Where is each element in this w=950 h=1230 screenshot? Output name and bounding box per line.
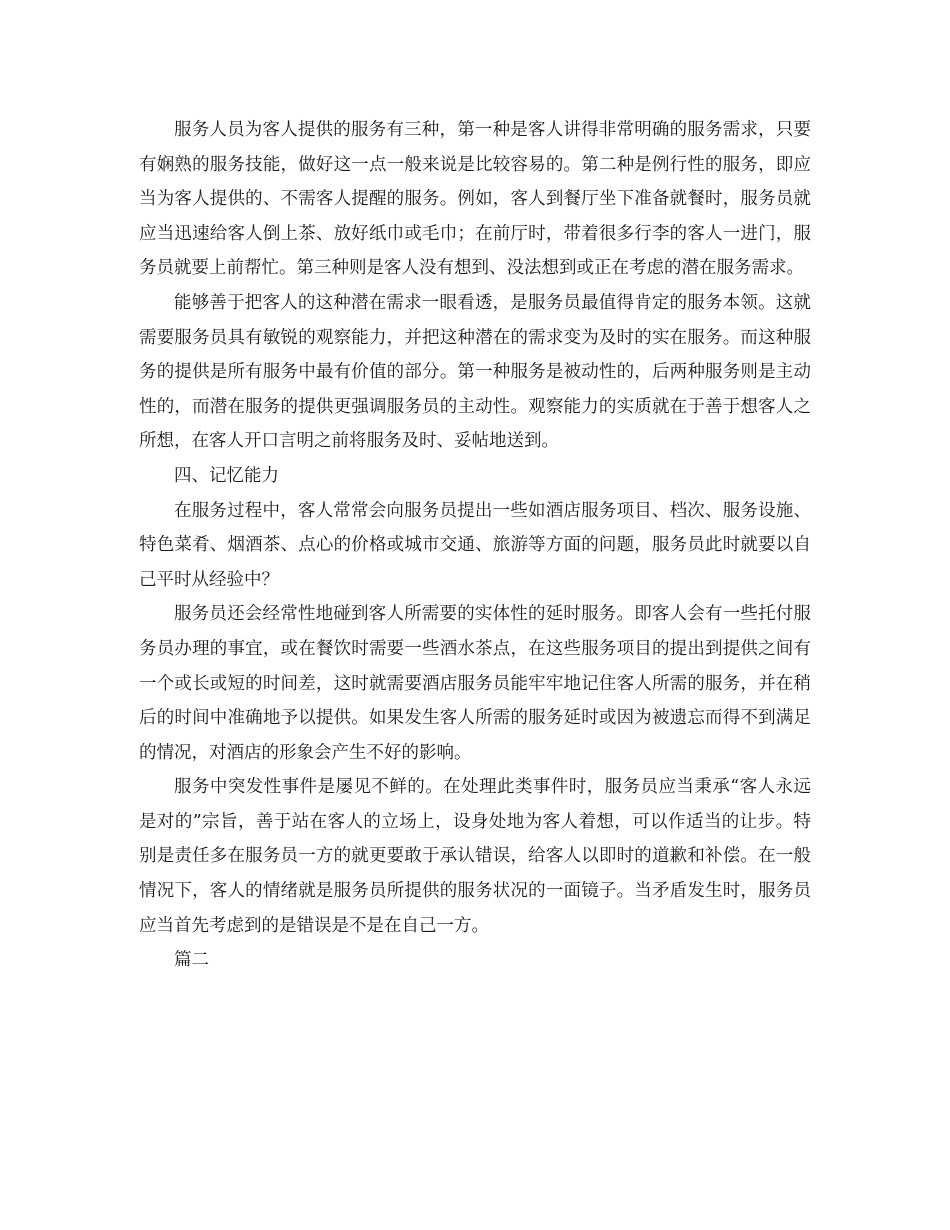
paragraph-observation-ability: 能够善于把客人的这种潜在需求一眼看透，是服务员最值得肯定的服务本领。这就需要服务员具有敏锐的观察能力，并把这种潜在的需求变为及时的实在服务。而这种服务的提供是所有服务中最有价值的部分。第一种服务是被动性的，后两种服务则是主动性的，而潜在服务的提供更强调服务员的主动性。观察能力的实质就在于善于想客人之所想，在客人开口言明之前将服务及时、妥帖地送到。 (139, 292, 811, 452)
paragraph-memory-questions: 在服务过程中，客人常常会向服务员提出一些如酒店服务项目、档次、服务设施、特色菜肴、烟酒茶、点心的价格或城市交通、旅游等方面的问题，服务员此时就要以自己平时从经验中？ (139, 500, 811, 590)
document-body (139, 113, 811, 978)
section-heading-part-two: 篇二 (174, 950, 209, 971)
paragraph-service-types: 服务人员为客人提供的服务有三种，第一种是客人讲得非常明确的服务需求，只要有娴熟的服务技能，做好这一点一般来说是比较容易的。第二种是例行性的服务，即应当为客人提供的、不需客人提醒的服务。例如，客人到餐厅坐下准备就餐时，服务员就应当迅速给客人倒上茶、放好纸巾或毛巾；在前厅时，带着很多行李的客人一进门，服务员就要上前帮忙。第三种则是客人没有想到、没法想到或正在考虑的潜在服务需求。 (139, 120, 811, 279)
paragraph-delayed-service: 服务员还会经常性地碰到客人所需要的实体性的延时服务。即客人会有一些托付服务员办理的事宜，或在餐饮时需要一些酒水茶点，在这些服务项目的提出到提供之间有一个或长或短的时间差，这时就需要酒店服务员能牢牢地记住客人所需的服务，并在稍后的时间中准确地予以提供。如果发生客人所需的服务延时或因为被遗忘而得不到满足的情况，对酒店的形象会产生不好的影响。 (139, 604, 811, 763)
section-heading-memory: 四、记忆能力 (174, 465, 279, 486)
paragraph-incidents: 服务中突发性事件是屡见不鲜的。在处理此类事件时，服务员应当秉承“客人永远是对的”宗旨，善于站在客人的立场上，设身处地为客人着想，可以作适当的让步。特别是责任多在服务员一方的就更要敢于承认错误，给客人以即时的道歉和补偿。在一般情况下，客人的情绪就是服务员所提供的服务状况的一面镜子。当矛盾发生时，服务员应当首先考虑到的是错误是不是在自己一方。 (139, 777, 811, 936)
